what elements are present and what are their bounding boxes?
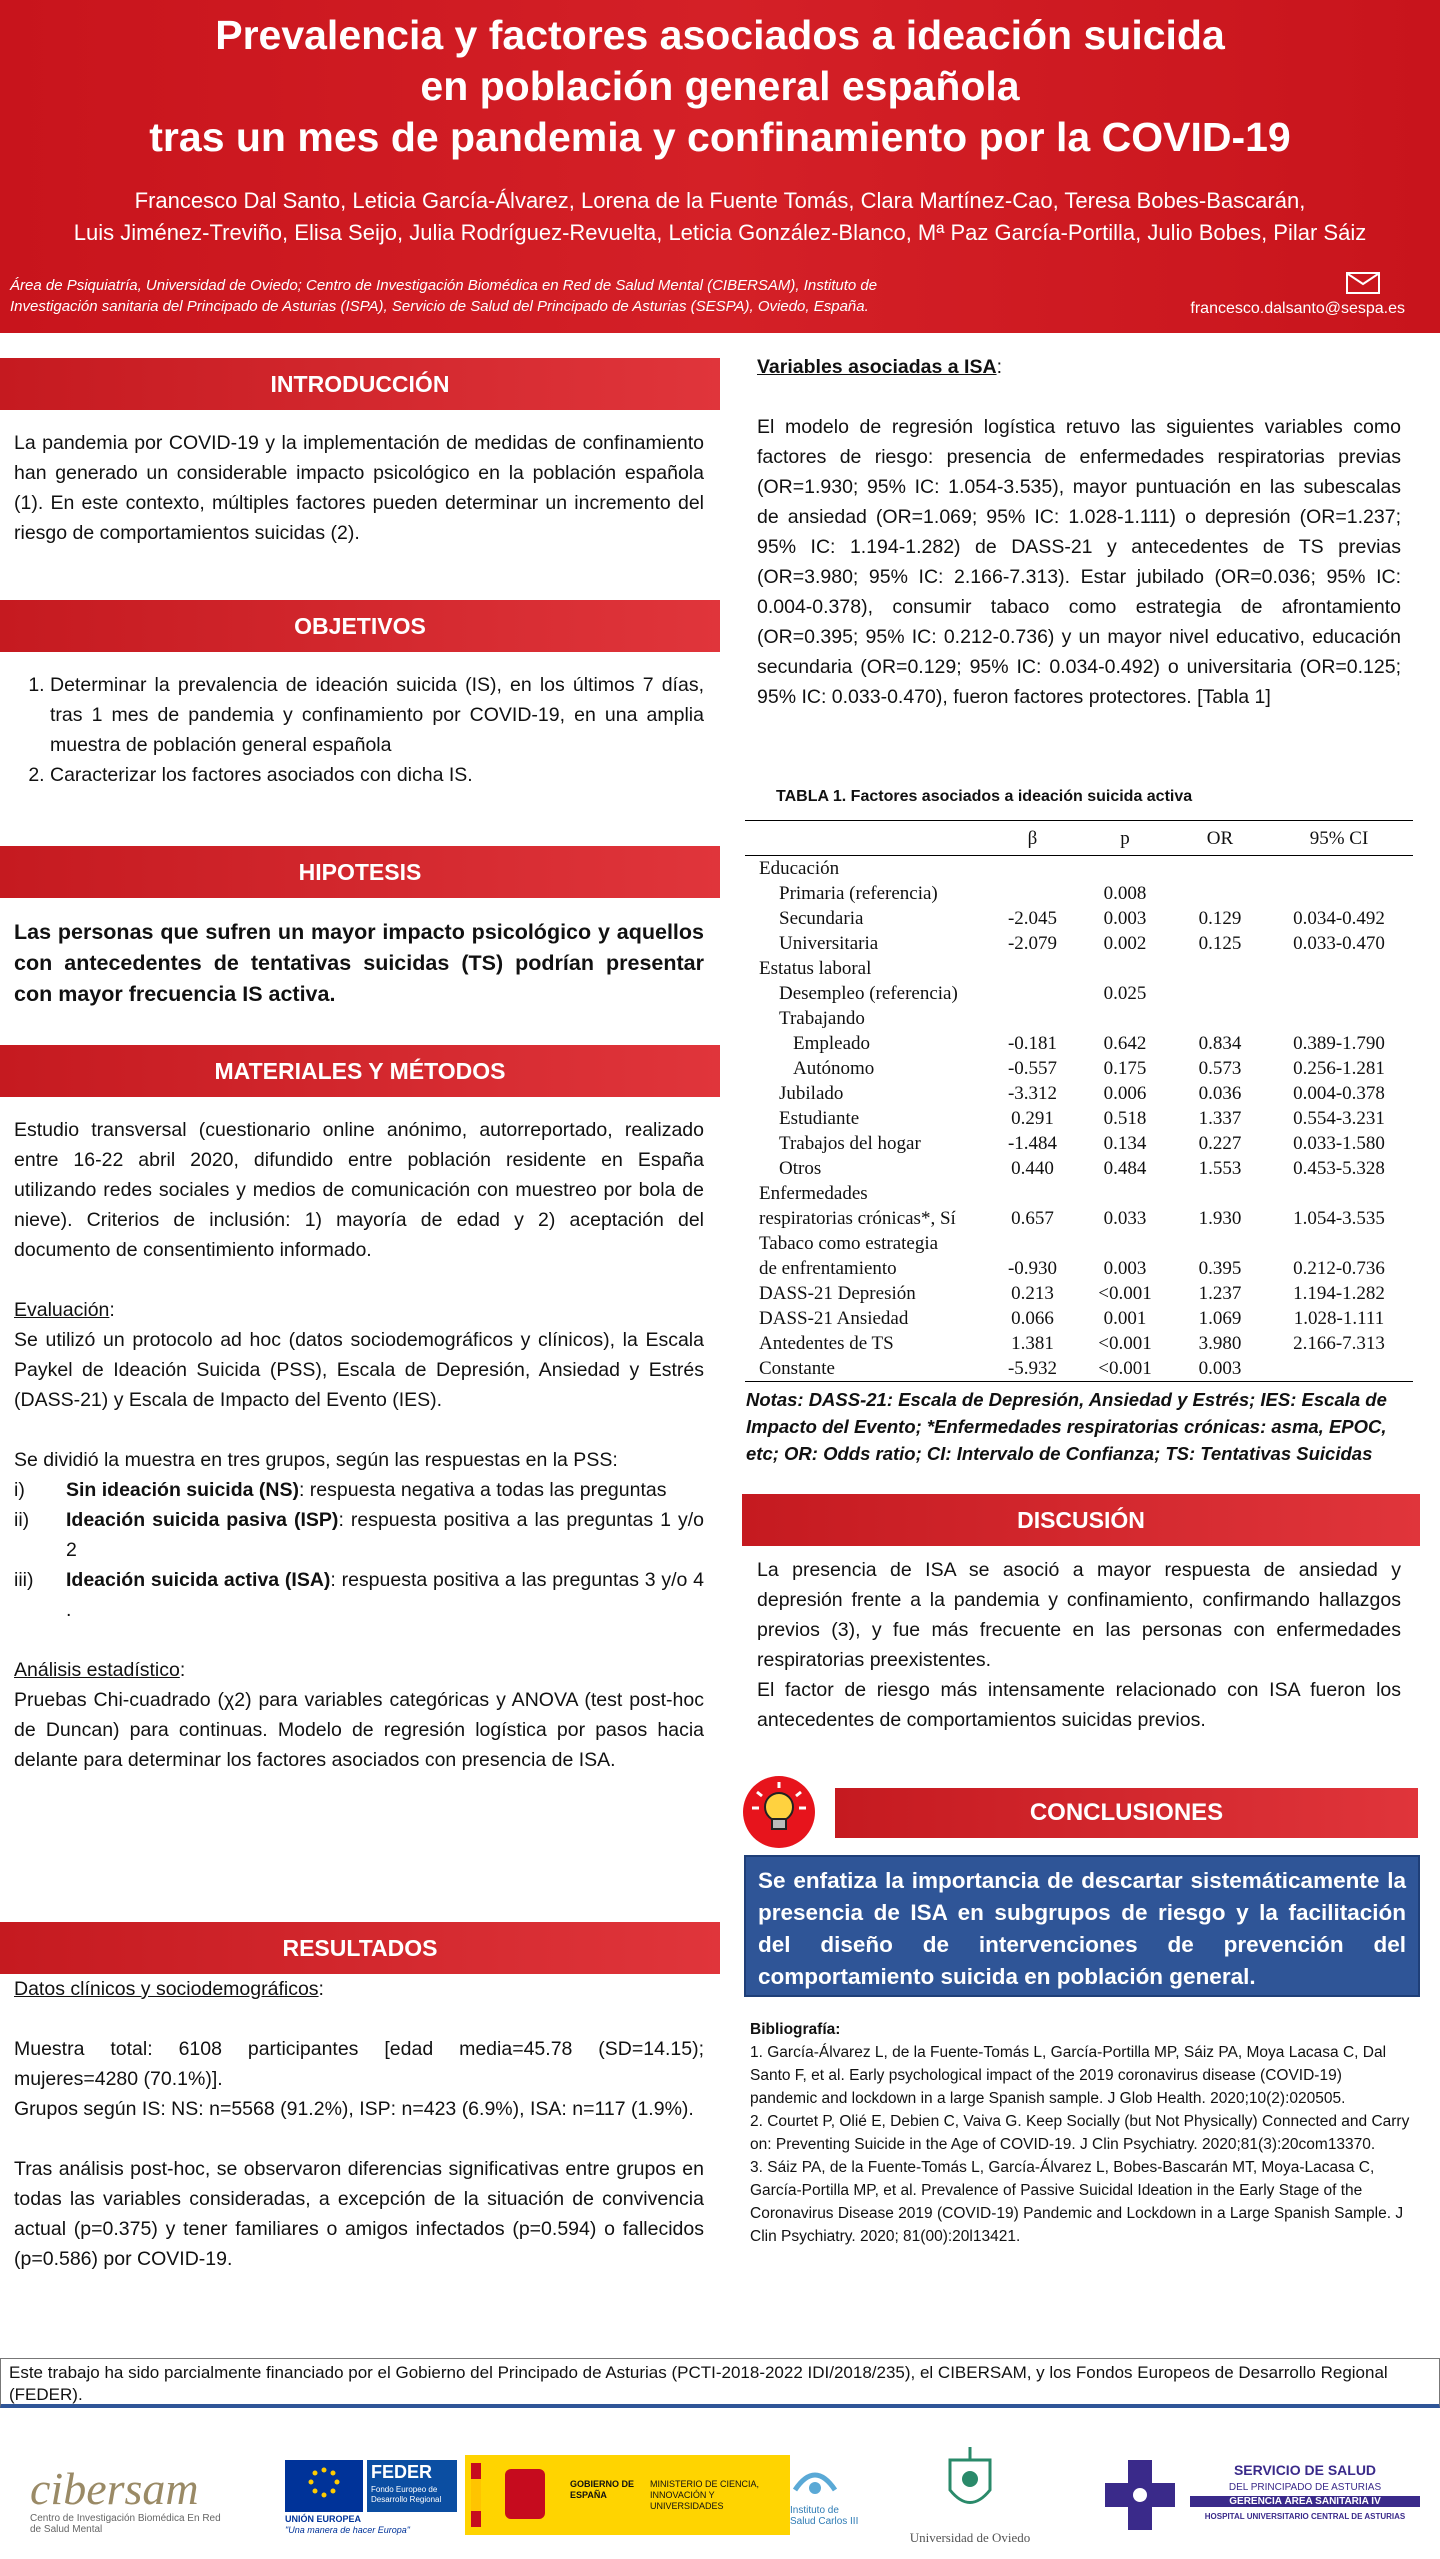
discusion-body	[757, 1555, 1401, 1735]
table-row	[745, 1306, 1413, 1331]
resultados-paragraph: Muestra total: 6108 participantes [edad media=45.78 (SD=14.15); mujeres=4280 (70.1%)].	[14, 2038, 704, 2090]
intro-paragraph: La pandemia por COVID-19 y la implementación de medidas de confinamiento han generado un considerable impacto psicológico en la población española (1). En este contexto, múltiples factores pueden determinar un incremento del riesgo de comportamientos suicidas (2).	[14, 432, 704, 544]
ci-cell	[1265, 1006, 1413, 1031]
p-value-cell: <0.001	[1098, 1283, 1152, 1304]
row-label: Primaria (referencia)	[779, 883, 938, 904]
odds-ratio-cell: 1.069	[1198, 1308, 1242, 1329]
odds-ratio-cell: 0.036	[1198, 1083, 1242, 1104]
coat-of-arms-icon	[505, 2469, 545, 2519]
beta-cell: -0.181	[1007, 1033, 1058, 1054]
row-label: Trabajando	[779, 1008, 865, 1029]
table-row	[745, 906, 1413, 931]
table-row	[745, 1131, 1413, 1156]
odds-ratio-cell	[1175, 1006, 1265, 1031]
odds-ratio-cell: 0.125	[1198, 933, 1242, 954]
uniovi-label: Universidad de Oviedo	[909, 2530, 1031, 2545]
objetivos-list	[14, 670, 704, 790]
isciii-label: Instituto de Salud Carlos III	[790, 2505, 859, 2527]
odds-ratio-cell: 0.129	[1198, 908, 1242, 929]
row-label: DASS-21 Ansiedad	[759, 1308, 909, 1329]
p-value-cell	[1075, 1181, 1175, 1206]
sespa-label: SERVICIO DE SALUD	[1233, 2462, 1377, 2478]
sespa-cross-icon	[1100, 2455, 1180, 2535]
ci-cell: 2.166-7.313	[1293, 1333, 1385, 1354]
evaluacion-label: Evaluación	[14, 1299, 110, 1321]
intro-text	[14, 428, 704, 548]
ci-cell	[1265, 1356, 1413, 1382]
metodos-body: Estudio transversal (cuestionario online anónimo, autorreportado, realizado entre 16-22 abril 2020, difundido entre población residente en España utilizando redes sociales y medios de comunicación con muestreo por bola de nieve). Criterios de inclusión: 1) mayoría de edad y 2) aceptación del documento de consentimiento informado. Evaluación: Se utilizó un protocolo ad hoc (datos sociodemográficos y clínicos), la Escala Paykel de Ideación Suicida (PSS), Escala de Depresión, Ansiedad y Estrés (DASS-21) y Escala de Impacto del Evento (IES). Se dividió la muestra en tres grupos, según las respuestas en la PSS: i) Sin ideación suicida (NS): respuesta negativa a todas las preguntas ii) Ideación suicida pasiva (ISP): respuesta positiva a las preguntas 1 y/o 2 iii) Ideación suicida activa (ISA): respuesta positiva a las preguntas 3 y/o 4 . Análisis estadístico: Pruebas Chi-cuadrado (χ2) para variables categóricas y ANOVA (test post-hoc de Duncan) para continuas. Modelo de regresión logística por pasos hacia delante para determinar los factores asociados con presencia de ISA.	[14, 1115, 704, 1775]
results-table	[745, 820, 1413, 1382]
ci-cell	[1265, 881, 1413, 906]
beta-cell: -3.312	[1007, 1083, 1058, 1104]
beta-cell: 0.657	[1011, 1208, 1054, 1229]
ci-cell: 0.554-3.231	[1293, 1108, 1385, 1129]
table-header	[745, 821, 990, 856]
odds-ratio-cell: 0.834	[1198, 1033, 1242, 1054]
ci-cell: 0.033-0.470	[1293, 933, 1385, 954]
group-name: Sin ideación suicida (NS)	[66, 1479, 299, 1501]
section-heading-resultados: RESULTADOS	[0, 1922, 720, 1974]
table-row	[745, 1231, 1413, 1256]
groups-intro: Se dividió la muestra en tres grupos, según las respuestas en la PSS:	[14, 1449, 618, 1471]
contact-email[interactable]: francesco.dalsanto@sespa.es	[1190, 300, 1405, 317]
authors	[0, 185, 1440, 249]
row-label: Empleado	[793, 1033, 871, 1054]
p-value-cell	[1075, 1231, 1175, 1256]
datos-label: Datos clínicos y sociodemográficos	[14, 1978, 319, 2000]
eu-flag-icon	[285, 2460, 363, 2512]
row-label: Jubilado	[779, 1083, 844, 1104]
list-item: 2. Caracterizar los factores asociados con dicha IS.	[50, 760, 704, 790]
beta-cell	[990, 956, 1075, 981]
variables-label: Variables asociadas a ISA	[757, 356, 997, 378]
row-label: Autónomo	[793, 1058, 875, 1079]
beta-cell: -0.930	[1007, 1258, 1058, 1279]
ci-cell: 0.256-1.281	[1293, 1058, 1385, 1079]
section-heading-metodos: MATERIALES Y MÉTODOS	[0, 1045, 720, 1097]
beta-cell: 1.381	[1011, 1333, 1054, 1354]
evaluacion-paragraph: Se utilizó un protocolo ad hoc (datos sociodemográficos y clínicos), la Escala Paykel de Ideación Suicida (PSS), Escala de Depresión, Ansiedad y Estrés (DASS-21) y Escala de Impacto del Evento (IES).	[14, 1329, 704, 1411]
p-value-cell: 0.033	[1103, 1208, 1147, 1229]
table-row	[745, 1281, 1413, 1306]
variables-body: Variables asociadas a ISA: El modelo de regresión logística retuvo las siguientes variables como factores de riesgo: presencia de enfermedades respiratorias previas (OR=1.930; 95% IC: 1.054-3.535), mayor puntuación en las subescalas de ansiedad (OR=1.069; 95% IC: 1.028-1.111) o depresión (OR=1.237; 95% IC: 1.194-1.282) de DASS-21 y antecedentes de TS previas (OR=3.980; 95% IC: 2.166-7.313). Estar jubilado (OR=0.036; 95% IC: 0.004-0.378), consumir tabaco como estrategia de afrontamiento (OR=0.395; 95% IC: 0.212-0.736) y un mayor nivel educativo, educación secundaria (OR=0.129; 95% IC: 0.034-0.492) o universitaria (OR=0.125; 95% IC: 0.033-0.470), fueron factores protectores. [Tabla 1]	[757, 352, 1401, 712]
row-label: DASS-21 Depresión	[759, 1283, 916, 1304]
p-value-cell: 0.008	[1103, 883, 1147, 904]
ci-cell: 0.212-0.736	[1293, 1258, 1385, 1279]
variables-paragraph: El modelo de regresión logística retuvo las siguientes variables como factores de riesgo: presencia de enfermedades respiratorias previas (OR=1.930; 95% IC: 1.054-3.535), mayor puntuación en las subescalas de ansiedad (OR=1.069; 95% IC: 1.028-1.111) o depresión (OR=1.237; 95% IC: 1.194-1.282) de DASS-21 y antecedentes de TS previas (OR=3.980; 95% IC: 2.166-7.313). Estar jubilado (OR=0.036; 95% IC: 0.004-0.378), consumir tabaco como estrategia de afrontamiento (OR=0.395; 95% IC: 0.212-0.736) y un mayor nivel educativo, educación secundaria (OR=0.129; 95% IC: 0.034-0.492) o universitaria (OR=0.125; 95% IC: 0.033-0.470), fueron factores protectores. [Tabla 1]	[757, 416, 1401, 708]
row-label: Antedentes de TS	[759, 1333, 894, 1354]
odds-ratio-cell: 1.237	[1198, 1283, 1242, 1304]
ci-cell: 1.194-1.282	[1293, 1283, 1385, 1304]
affiliation-line: Investigación sanitaria del Principado de Asturias (ISPA), Servicio de Salud del Principado de Asturias (SESPA), Oviedo, España.	[10, 298, 869, 315]
beta-cell: -1.484	[1007, 1133, 1058, 1154]
odds-ratio-cell: 0.003	[1175, 1356, 1265, 1382]
table-row	[745, 881, 1413, 906]
beta-cell: 0.291	[1011, 1108, 1054, 1129]
title-line: tras un mes de pandemia y confinamiento por la COVID-19	[149, 114, 1291, 160]
odds-ratio-cell: 3.980	[1198, 1333, 1242, 1354]
p-value-cell	[1075, 1006, 1175, 1031]
table-row	[745, 1156, 1413, 1181]
table-row	[745, 1031, 1413, 1056]
sespa-area-label: GERENCIA ÁREA SANITARIA IV	[1190, 2496, 1420, 2507]
list-num: iii)	[14, 1569, 34, 1591]
gobierno-espana-logo	[465, 2455, 790, 2535]
table-row	[745, 981, 1413, 1006]
conclusiones-box: Se enfatiza la importancia de descartar sistemáticamente la presencia de ISA en subgrupos de riesgo y la facilitación del diseño de intervenciones de prevención del comportamiento suicida en población general.	[744, 1855, 1420, 1997]
list-num: ii)	[14, 1509, 30, 1531]
hipotesis-text	[14, 917, 704, 1010]
row-label: Educación	[759, 858, 840, 879]
beta-cell: 0.066	[1011, 1308, 1054, 1329]
analisis-label: Análisis estadístico	[14, 1659, 180, 1681]
cibersam-logo	[30, 2465, 230, 2535]
table-header: OR	[1175, 821, 1265, 856]
ci-cell	[1265, 1181, 1413, 1206]
table-row	[745, 1006, 1413, 1031]
section-heading-conclusiones: CONCLUSIONES	[835, 1788, 1418, 1838]
odds-ratio-cell: 0.573	[1198, 1058, 1242, 1079]
table-header: p	[1075, 821, 1175, 856]
row-label: Constante	[745, 1356, 990, 1382]
feder-box	[367, 2460, 457, 2512]
beta-cell: -2.045	[1007, 908, 1058, 929]
odds-ratio-cell: 0.395	[1198, 1258, 1242, 1279]
table-title: TABLA 1. Factores asociados a ideación suicida activa	[776, 788, 1193, 805]
odds-ratio-cell	[1175, 881, 1265, 906]
ci-cell: 0.034-0.492	[1293, 908, 1385, 929]
reference-item: 3. Sáiz PA, de la Fuente-Tomás L, García-Álvarez L, Bobes-Bascarán MT, Moya-Lacasa C, García-Portilla MP, et al. Prevalence of Passive Suicidal Ideation in the Early Stage of the Coronavirus Disease 2019 (COVID-19) Pandemic and Lockdown in a Large Spanish Sample. J Clin Psychiatry. 2020; 81(00):20l13421.	[750, 2159, 1404, 2245]
group-desc: : respuesta negativa a todas las preguntas	[298, 1479, 667, 1501]
group-desc: : respuesta positiva a las preguntas 3 y/o 4 .	[66, 1569, 704, 1621]
sespa-sublabel: DEL PRINCIPADO DE ASTURIAS	[1228, 2482, 1382, 2493]
reference-item: 1. García-Álvarez L, de la Fuente-Tomás L, García-Portilla MP, Sáiz PA, Moya Lacasa C, Dal Santo F, et al. Early psychological impact of the 2019 coronavirus disease (COVID-19) pandemic and lockdown in a large Spanish sample. J Glob Health. 2020;10(2):020505.	[750, 2044, 1387, 2107]
beta-cell: -2.079	[1007, 933, 1058, 954]
row-label: Otros	[779, 1158, 822, 1179]
ci-cell: 0.004-0.378	[1293, 1083, 1385, 1104]
logo-strip	[0, 2430, 1440, 2559]
lightbulb-icon	[743, 1776, 815, 1848]
isciii-logo	[790, 2460, 860, 2527]
odds-ratio-cell	[1175, 956, 1265, 981]
odds-ratio-cell	[1175, 1231, 1265, 1256]
table-notes: Notas: DASS-21: Escala de Depresión, Ansiedad y Estrés; IES: Escala de Impacto del Evento; *Enfermedades respiratorias crónicas: asma, EPOC, etc; OR: Odds ratio; CI: Intervalo de Confianza; TS: Tentativas Suicidas	[746, 1389, 1387, 1464]
p-value-cell: 0.518	[1103, 1108, 1147, 1129]
discusion-paragraph: La presencia de ISA se asoció a mayor respuesta de ansiedad y depresión frente a la pandemia y confinamiento, confirmando hallazgos previos (3), y fue más frecuente en las personas con enfermedades respiratorias preexistentes.	[757, 1559, 1401, 1671]
resultados-paragraph: Grupos según IS: NS: n=5568 (91.2%), ISP: n=423 (6.9%), ISA: n=117 (1.9%).	[14, 2098, 694, 2120]
ci-cell: 1.028-1.111	[1293, 1308, 1385, 1329]
authors-line: Francesco Dal Santo, Leticia García-Álvarez, Lorena de la Fuente Tomás, Clara Martínez-Cao, Teresa Bobes-Bascarán,	[134, 188, 1306, 213]
resultados-body: Datos clínicos y sociodemográficos: Muestra total: 6108 participantes [edad media=45.78 (SD=14.15); mujeres=4280 (70.1%)]. Grupos según IS: NS: n=5568 (91.2%), ISP: n=423 (6.9%), ISA: n=117 (1.9%). Tras análisis post-hoc, se observaron diferencias significativas entre grupos en todas las variables consideradas, a excepción de la situación de convivencia actual (p=0.375) y tener familiares o amigos infectados (p=0.594) o fallecidos (p=0.586) por COVID-19.	[14, 1974, 704, 2274]
ministerio-label: MINISTERIO DE CIENCIA, INNOVACIÓN Y UNIVERSIDADES	[650, 2479, 760, 2511]
ci-cell	[1265, 956, 1413, 981]
group-desc: : respuesta positiva a las preguntas 1 y/o 2	[66, 1509, 704, 1561]
uniovi-logo	[905, 2445, 1035, 2546]
list-item: 1. Determinar la prevalencia de ideación suicida (IS), en los últimos 7 días, tras 1 mes de pandemia y confinamiento por COVID-19, en una amplia muestra de población general española	[50, 670, 704, 760]
row-label: Desempleo (referencia)	[779, 983, 958, 1004]
table-row	[745, 1056, 1413, 1081]
p-value-cell: <0.001	[1098, 1333, 1152, 1354]
row-label: Tabaco como estrategia	[759, 1233, 939, 1254]
table-body	[745, 856, 1413, 1382]
row-label: Estatus laboral	[759, 958, 872, 979]
list-item	[14, 1505, 704, 1565]
row-label: Secundaria	[779, 908, 864, 929]
table-row	[745, 1206, 1413, 1231]
section-heading-discusion: DISCUSIÓN	[742, 1494, 1420, 1546]
odds-ratio-cell	[1175, 981, 1265, 1006]
beta-cell	[990, 1231, 1075, 1256]
beta-cell: -5.932	[990, 1356, 1075, 1382]
affiliation	[10, 275, 1010, 317]
p-value-cell: 0.006	[1103, 1083, 1147, 1104]
p-value-cell: 0.002	[1103, 933, 1147, 954]
table-row	[745, 931, 1413, 956]
title-line: en población general española	[420, 63, 1020, 109]
sespa-logo	[1100, 2450, 1420, 2540]
ci-cell	[1265, 1231, 1413, 1256]
funding-note: Este trabajo ha sido parcialmente financiado por el Gobierno del Principado de Asturias (PCTI-2018-2022 IDI/2018/235), el CIBERSAM, y los Fondos Europeos de Desarrollo Regional (FEDER).	[0, 2358, 1440, 2408]
table-row	[745, 1181, 1413, 1206]
beta-cell	[990, 1006, 1075, 1031]
p-value-cell: 0.642	[1103, 1033, 1147, 1054]
p-value-cell	[1075, 856, 1175, 882]
table-row	[745, 1356, 1413, 1382]
table-row	[745, 856, 1413, 882]
isciii-icon	[790, 2460, 840, 2500]
odds-ratio-cell: 0.227	[1198, 1133, 1242, 1154]
ci-cell: 0.033-1.580	[1293, 1133, 1385, 1154]
row-label: Estudiante	[779, 1108, 860, 1129]
hospital-label: HOSPITAL UNIVERSITARIO CENTRAL DE ASTURIAS	[1204, 2512, 1406, 2521]
eu-label: UNIÓN EUROPEA	[285, 2514, 362, 2524]
p-value-cell: 0.001	[1103, 1308, 1147, 1329]
affiliation-line: Área de Psiquiatría, Universidad de Oviedo; Centro de Investigación Biomédica en Red de Salud Mental (CIBERSAM), Instituto de	[10, 277, 878, 294]
table-row	[745, 956, 1413, 981]
beta-cell	[990, 856, 1075, 882]
reference-item: 2. Courtet P, Olié E, Debien C, Vaiva G. Keep Socially (but Not Physically) Connected and Carry on: Preventing Suicide in the Age of COVID-19. J Clin Psychiatry. 2020;81(3):20com13370.	[750, 2113, 1410, 2153]
section-heading-hipotesis: HIPOTESIS	[0, 846, 720, 898]
metodos-paragraph: Estudio transversal (cuestionario online anónimo, autorreportado, realizado entre 16-22 abril 2020, difundido entre población residente en España utilizando redes sociales y medios de comunicación con muestreo por bola de nieve). Criterios de inclusión: 1) mayoría de edad y 2) aceptación del documento de consentimiento informado.	[14, 1119, 704, 1261]
odds-ratio-cell: 1.553	[1198, 1158, 1242, 1179]
p-value-cell: 0.484	[1103, 1158, 1147, 1179]
discusion-paragraph: El factor de riesgo más intensamente relacionado con ISA fueron los antecedentes de comportamientos suicidas previos.	[757, 1679, 1401, 1731]
section-heading-objetivos: OBJETIVOS	[0, 600, 720, 652]
poster-header	[0, 0, 1440, 333]
table-row	[745, 1331, 1413, 1356]
table-header-row	[745, 821, 1413, 856]
beta-cell: 0.213	[1011, 1283, 1054, 1304]
table-row	[745, 1081, 1413, 1106]
ci-cell	[1265, 981, 1413, 1006]
row-label: respiratorias crónicas*, Sí	[759, 1208, 956, 1229]
authors-line: Luis Jiménez-Treviño, Elisa Seijo, Julia Rodríguez-Revuelta, Leticia González-Blanco, Mª Paz García-Portilla, Julio Bobes, Pilar Sáiz	[73, 220, 1367, 245]
ci-cell	[1265, 856, 1413, 882]
envelope-icon	[1346, 272, 1380, 294]
resultados-paragraph: Tras análisis post-hoc, se observaron diferencias significativas entre grupos en todas las variables consideradas, a excepción de la situación de convivencia actual (p=0.375) y tener familiares o amigos infectados (p=0.594) o fallecidos (p=0.586) por COVID-19.	[14, 2158, 704, 2270]
beta-cell	[990, 981, 1075, 1006]
gobierno-label: GOBIERNO DE ESPAÑA	[570, 2479, 635, 2500]
table-row	[745, 1256, 1413, 1281]
table-header: β	[990, 821, 1075, 856]
odds-ratio-cell	[1175, 856, 1265, 882]
list-item	[14, 1565, 704, 1625]
odds-ratio-cell: 1.930	[1198, 1208, 1242, 1229]
analisis-paragraph: Pruebas Chi-cuadrado (χ2) para variables categóricas y ANOVA (test post-hoc de Duncan) para continuas. Modelo de regresión logística por pasos hacia delante para determinar los factores asociados con presencia de ISA.	[14, 1689, 704, 1771]
p-value-cell: 0.025	[1103, 983, 1147, 1004]
feder-label: FEDER	[371, 2462, 433, 2482]
ci-cell: 1.054-3.535	[1293, 1208, 1385, 1229]
hipotesis-paragraph: Las personas que sufren un mayor impacto psicológico y aquellos con antecedentes de tentativas suicidas (TS) podrían presentar con mayor frecuencia IS activa.	[14, 920, 704, 1006]
poster-title	[0, 0, 1440, 163]
table-row	[745, 1106, 1413, 1131]
p-value-cell	[1075, 956, 1175, 981]
beta-cell	[990, 881, 1075, 906]
spain-flag-icon	[471, 2463, 481, 2527]
group-name: Ideación suicida activa (ISA)	[66, 1569, 331, 1591]
p-value-cell: <0.001	[1075, 1356, 1175, 1382]
beta-cell: -0.557	[1007, 1058, 1058, 1079]
list-item	[14, 1475, 704, 1505]
row-label: Universitaria	[779, 933, 879, 954]
bibliography	[750, 2018, 1410, 2248]
table-header: 95% CI	[1265, 821, 1413, 856]
beta-cell	[990, 1181, 1075, 1206]
bibliography-label: Bibliografía:	[750, 2021, 841, 2038]
eu-feder-logo	[285, 2460, 465, 2535]
row-label: Enfermedades	[759, 1183, 868, 1204]
eu-motto: "Una manera de hacer Europa"	[285, 2525, 410, 2535]
p-value-cell: 0.003	[1103, 908, 1147, 929]
group-name: Ideación suicida pasiva (ISP)	[66, 1509, 339, 1531]
feder-subtitle: Fondo Europeo de Desarrollo Regional	[371, 2485, 442, 2504]
odds-ratio-cell	[1175, 1181, 1265, 1206]
p-value-cell: 0.003	[1103, 1258, 1147, 1279]
ci-cell: 0.453-5.328	[1293, 1158, 1385, 1179]
row-label: Trabajos del hogar	[779, 1133, 921, 1154]
cibersam-wordmark: cibersam	[30, 2463, 199, 2514]
uniovi-crest-icon	[930, 2445, 1010, 2525]
list-num: i)	[14, 1479, 25, 1501]
beta-cell: 0.440	[1011, 1158, 1054, 1179]
p-value-cell: 0.175	[1103, 1058, 1147, 1079]
odds-ratio-cell: 1.337	[1198, 1108, 1242, 1129]
row-label: de enfrentamiento	[759, 1258, 897, 1279]
title-line: Prevalencia y factores asociados a ideación suicida	[215, 12, 1225, 58]
cibersam-subtitle: Centro de Investigación Biomédica En Red de Salud Mental	[30, 2513, 221, 2535]
ci-cell: 0.389-1.790	[1293, 1033, 1385, 1054]
p-value-cell: 0.134	[1103, 1133, 1147, 1154]
section-heading-introduccion: INTRODUCCIÓN	[0, 358, 720, 410]
